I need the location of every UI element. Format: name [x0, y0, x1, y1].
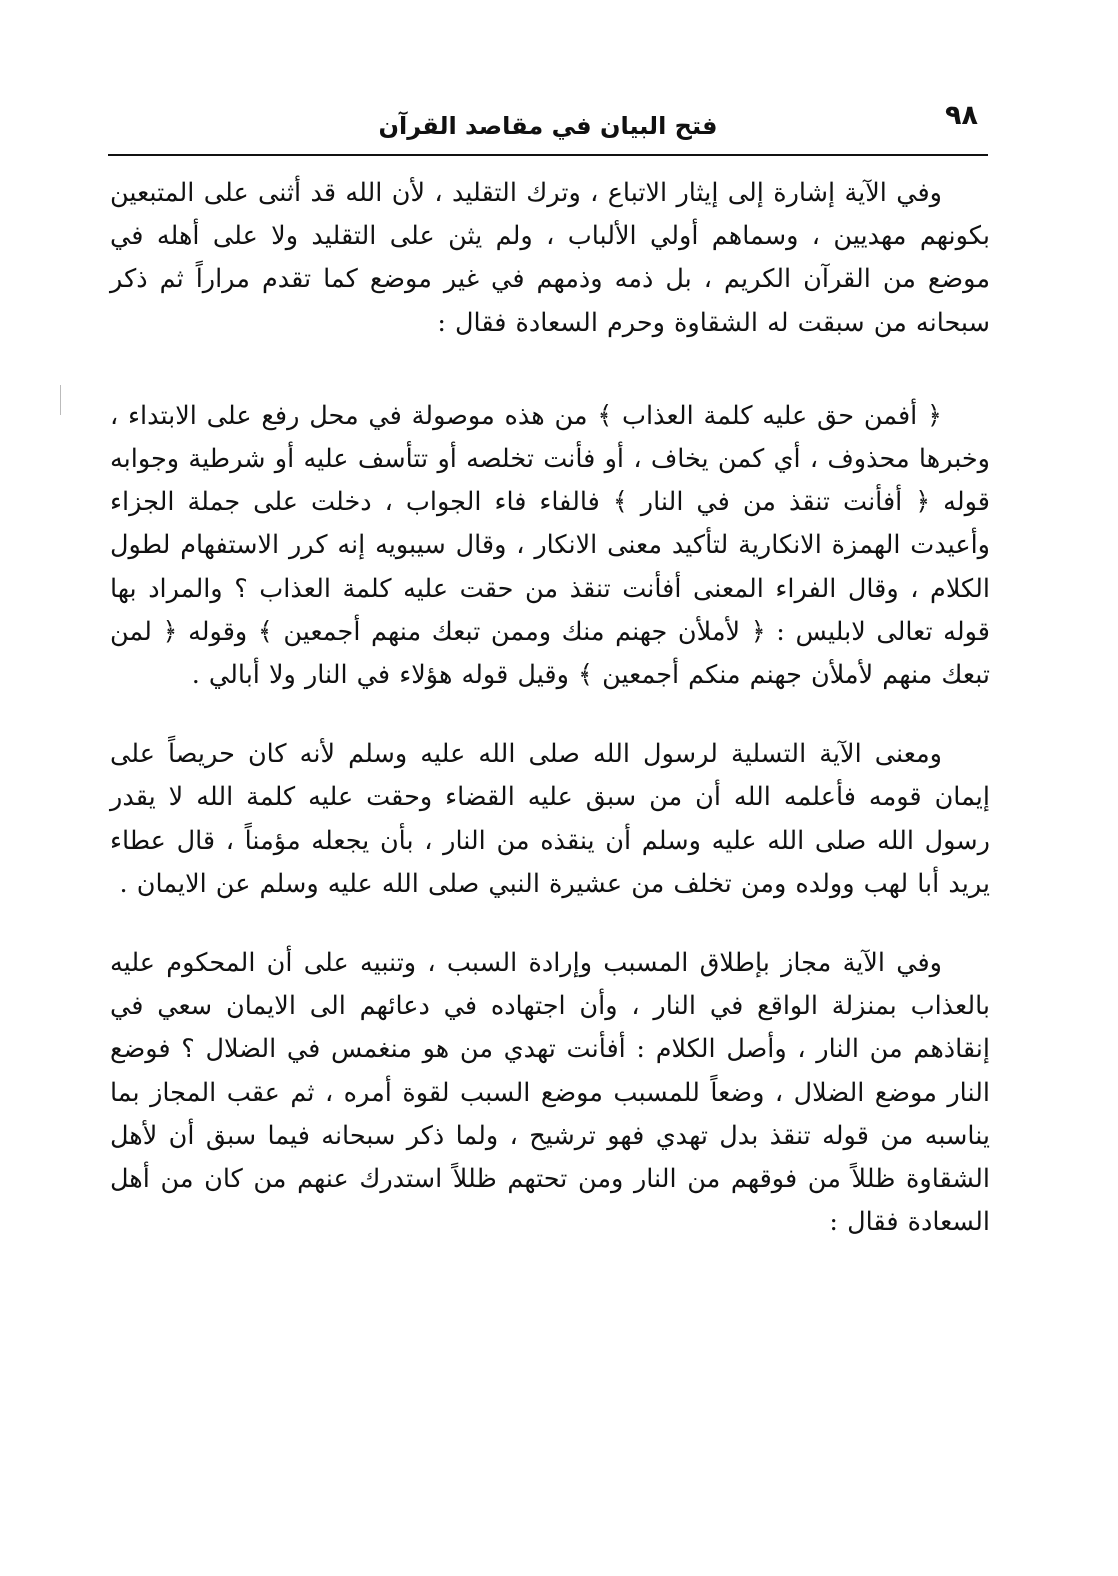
paragraph-2: ﴿ أفمن حق عليه كلمة العذاب ﴾ من هذه موصولة في محل رفع على الابتداء ، وخبرها محذوف ، أي كمن يخاف ، أو فأنت تخلصه أو تتأسف عليه أو شرطية وجوابه قوله ﴿ أفأنت تنقذ من في النار ﴾ فالفاء فاء الجواب ، دخلت على جملة الجزاء وأعيدت الهمزة الانكارية لتأكيد معنى الانكار ، وقال سيبويه إنه كرر الاستفهام لطول الكلام ، وقال الفراء المعنى أفأنت تنقذ من حقت عليه كلمة العذاب ؟ والمراد بها قوله تعالى لابليس : ﴿ لأملأن جهنم منك وممن تبعك منهم أجمعين ﴾ وقوله ﴿ لمن تبعك منهم لأملأن جهنم منكم أجمعين ﴾ وقيل قوله هؤلاء في النار ولا أبالي .	[110, 400, 990, 691]
paragraph-4: وفي الآية مجاز بإطلاق المسبب وإرادة السبب ، وتنبيه على أن المحكوم عليه بالعذاب بمنزلة الواقع في النار ، وأن اجتهاده في دعائهم الى الايمان سعي في إنقاذهم من النار ، وأصل الكلام : أفأنت تهدي من هو منغمس في الضلال ؟ فوضع النار موضع الضلال ، وضعاً للمسبب موضع السبب لقوة أمره ، ثم عقب المجاز بما يناسبه من قوله تنقذ بدل تهدي فهو ترشيح ، ولما ذكر سبحانه فيما سبق أن لأهل الشقاوة ظللاً من فوقهم من النار ومن تحتهم ظللاً استدرك عنهم من كان من أهل السعادة فقال :	[110, 948, 990, 1238]
body-text	[110, 172, 990, 1278]
scan-margin-mark	[60, 385, 61, 415]
paragraph-1: وفي الآية إشارة إلى إيثار الاتباع ، وترك التقليد ، لأن الله قد أثنى على المتبعين بكونهم مهديين ، وسماهم أولي الألباب ، ولم يثن على التقليد ولا على أهله في موضع من القرآن الكريم ، بل ذمه وذمهم في غير موضع كما تقدم مراراً ثم ذكر سبحانه من سبقت له الشقاوة وحرم السعادة فقال :	[110, 178, 990, 338]
running-title: فتح البيان في مقاصد القرآن	[378, 112, 718, 140]
page-number: ٩٨	[945, 100, 978, 131]
paragraph-3: ومعنى الآية التسلية لرسول الله صلى الله عليه وسلم لأنه كان حريصاً على إيمان قومه فأعلمه الله أن من سبق عليه القضاء وحقت عليه كلمة الله لا يقدر رسول الله صلى الله عليه وسلم أن ينقذه من النار ، بأن يجعله مؤمناً ، قال عطاء يريد أبا لهب وولده ومن تخلف من عشيرة النبي صلى الله عليه وسلم عن الايمان .	[110, 739, 990, 899]
page-header	[108, 96, 988, 156]
